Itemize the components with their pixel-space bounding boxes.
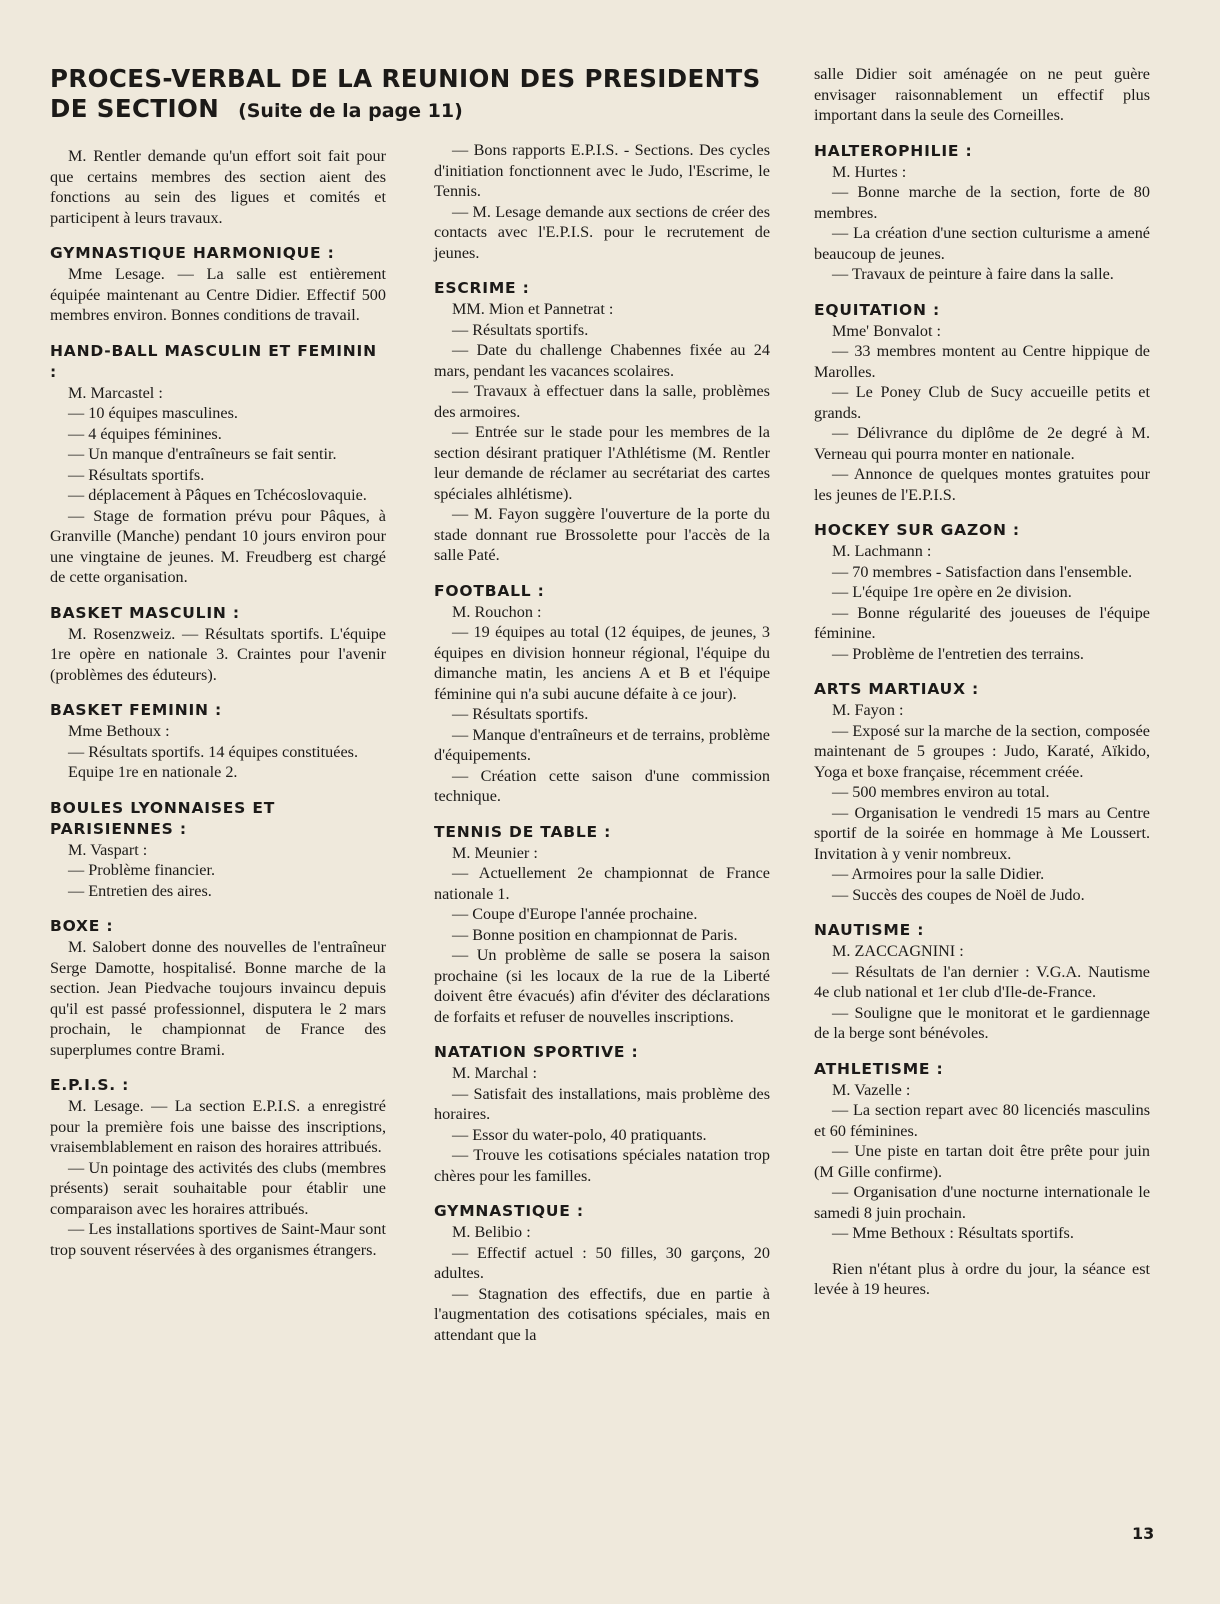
section-basket-feminin: BASKET FEMININ : Mme Bethoux : — Résultats sportifs. 14 équipes constituées. Equipe 1re en nationale 2.	[50, 700, 386, 783]
speaker: Mme' Bonvalot :	[832, 321, 942, 340]
section-heading: ARTS MARTIAUX :	[814, 680, 980, 698]
article-title	[50, 64, 770, 126]
intro-paragraph: M. Rentler demande qu'un effort soit fait pour que certains membres des section aient des fonctions au sein des ligues et comités et participent à leurs travaux.	[50, 147, 386, 227]
section-heading: BASKET MASCULIN :	[50, 603, 240, 622]
title-text: PROCES-VERBAL DE LA REUNION DES PRESIDENTS DE SECTION	[50, 64, 761, 123]
speaker: M. Hurtes :	[832, 162, 907, 181]
section-heading: BOULES LYONNAISES ET PARISIENNES :	[50, 798, 276, 838]
column-3	[814, 64, 1150, 1300]
speaker: M. Rouchon :	[452, 602, 542, 621]
section-heading: GYMNASTIQUE :	[434, 1202, 584, 1220]
gymnastique-continued: salle Didier soit aménagée on ne peut guère envisager raisonnablement un effectif plus important dans la seule des Corneilles.	[814, 65, 1150, 124]
section-heading: NATATION SPORTIVE :	[434, 1043, 639, 1061]
speaker: Mme Bethoux :	[68, 722, 170, 740]
section-heading: ESCRIME :	[434, 279, 530, 297]
section-boules: BOULES LYONNAISES ET PARISIENNES : M. Vaspart : — Problème financier. — Entretien des aires.	[50, 798, 386, 902]
section-heading: EQUITATION :	[814, 300, 940, 319]
section-epis: E.P.I.S. : M. Lesage. — La section E.P.I.S. a enregistré pour la première fois une baisse des inscriptions, vraisemblablement en raison des horaires attribués. — Un pointage des activités des clubs (membres présents) serait souhaitable pour établir une comparaison avec les horaires attribués. — Les installations sportives de Saint-Maur sont trop souvent réservées à des organismes étrangers.	[50, 1076, 386, 1259]
section-heading: HOCKEY SUR GAZON :	[814, 521, 1020, 539]
speaker: M. Belibio :	[452, 1223, 531, 1241]
section-arts-martiaux: ARTS MARTIAUX : M. Fayon : — Exposé sur la marche de la section, composée maintenant de 5 groupes : Judo, Karaté, Aïkido, Yoga et boxe française, récemment créée. — 500 membres environ au total. — Organisation le vendredi 15 mars au Centre sportif de la soirée en hommage à Me Loussert. Invitation à y venir nombreux. — Armoires pour la salle Didier. — Succès des coupes de Noël de Judo.	[814, 680, 1150, 904]
section-natation-sportive: NATATION SPORTIVE : M. Marchal : — Satisfait des installations, mais problème des horaires. — Essor du water-polo, 40 pratiquants. — Trouve les cotisations spéciales natation trop chères pour les familles.	[434, 1043, 770, 1185]
section-gymnastique-harmonique: GYMNASTIQUE HARMONIQUE : Mme Lesage. — La salle est entièrement équipée maintenant au Centre Didier. Effectif 500 membres environ. Bonnes conditions de travail.	[50, 244, 386, 324]
title-subtitle: (Suite de la page 11)	[238, 100, 463, 122]
section-heading: BOXE :	[50, 917, 114, 935]
section-halterophilie: HALTEROPHILIE : M. Hurtes : — Bonne marche de la section, forte de 80 membres. — La création d'une section culturisme a amené beaucoup de jeunes. — Travaux de peinture à faire dans la salle.	[814, 141, 1150, 283]
speaker: M. Lachmann :	[832, 542, 932, 560]
section-boxe: BOXE : M. Salobert donne des nouvelles de l'entraîneur Serge Damotte, hospitalisé. Bonne marche de la section. Jean Piedvache toujours invaincu depuis qu'il est passé professionnel, disputera le 2 mars prochain, le championnat de France des superplumes contre Brami.	[50, 917, 386, 1059]
section-heading: FOOTBALL :	[434, 581, 545, 600]
speaker: M. Marchal :	[452, 1064, 537, 1082]
section-heading: HAND-BALL MASCULIN ET FEMININ :	[50, 341, 377, 381]
speaker: M. ZACCAGNINI :	[832, 942, 964, 960]
section-heading: BASKET FEMININ :	[50, 701, 223, 719]
speaker: M. Vaspart :	[68, 840, 148, 859]
section-heading: NAUTISME :	[814, 921, 925, 939]
speaker: M. Fayon :	[832, 701, 904, 719]
speaker: M. Marcastel :	[68, 383, 163, 402]
closing-paragraph: Rien n'étant plus à ordre du jour, la séance est levée à 19 heures.	[814, 1259, 1150, 1298]
section-football: FOOTBALL : M. Rouchon : — 19 équipes au total (12 équipes, de jeunes, 3 équipes en division honneur régional, l'équipe du dimanche matin, les anciens A et B et l'équipe féminine qui n'a subi aucune défaite à ce jour). — Résultats sportifs. — Manque d'entraîneurs et de terrains, problème d'équipements. — Création cette saison d'une commission technique.	[434, 581, 770, 805]
speaker: M. Vazelle :	[832, 1080, 911, 1099]
section-heading: GYMNASTIQUE HARMONIQUE :	[50, 244, 335, 262]
section-heading: TENNIS DE TABLE :	[434, 822, 612, 841]
section-nautisme: NAUTISME : M. ZACCAGNINI : — Résultats de l'an dernier : V.G.A. Nautisme 4e club national et 1er club d'Ile-de-France. — Souligne que le monitorat et le gardiennage de la berge sont bénévoles.	[814, 921, 1150, 1042]
section-equitation: EQUITATION : Mme' Bonvalot : — 33 membres montent au Centre hippique de Marolles. — Le Poney Club de Sucy accueille petits et grands. — Délivrance du diplôme de 2e degré à M. Verneau qui pourra monter en nationale. — Annonce de quelques montes gratuites pour les jeunes de l'E.P.I.S.	[814, 300, 1150, 504]
section-heading: ATHLETISME :	[814, 1059, 944, 1078]
section-athletisme: ATHLETISME : M. Vazelle : — La section repart avec 80 licenciés masculins et 60 féminines. — Une piste en tartan doit être prête pour juin (M Gille confirme). — Organisation d'une nocturne internationale le samedi 8 juin prochain. — Mme Bethoux : Résultats sportifs.	[814, 1059, 1150, 1242]
speaker: MM. Mion et Pannetrat :	[452, 300, 614, 318]
column-2	[434, 140, 770, 1345]
section-basket-masculin: BASKET MASCULIN : M. Rosenzweiz. — Résultats sportifs. L'équipe 1re opère en nationale 3. Craintes pour l'avenir (problèmes des éduteurs).	[50, 603, 386, 684]
epis-continued: — Bons rapports E.P.I.S. - Sections. Des cycles d'initiation fonctionnent avec le Judo, l'Escrime, le Tennis. — M. Lesage demande aux sections de créer des contacts avec l'E.P.I.S. pour le recrutement de jeunes.	[434, 141, 770, 262]
section-escrime: ESCRIME : MM. Mion et Pannetrat : — Résultats sportifs. — Date du challenge Chabennes fixée au 24 mars, pendant les vacances scolaires. — Travaux à effectuer dans la salle, problèmes des armoires. — Entrée sur le stade pour les membres de la section désirant pratiquer l'Athlétisme (M. Rentler leur demande de réclamer au secrétariat des cartes spéciales alhlétisme). — M. Fayon suggère l'ouverture de la porte du stade donnant rue Brossolette pour l'accès de la salle Paté.	[434, 279, 770, 564]
page-number: 13	[1132, 1524, 1155, 1543]
section-tennis-de-table: TENNIS DE TABLE : M. Meunier : — Actuellement 2e championnat de France nationale 1. — Coupe d'Europe l'année prochaine. — Bonne position en championnat de Paris. — Un problème de salle se posera la saison prochaine (si les locaux de la rue de la Liberté doivent être évacués) afin d'éviter des déclarations de forfaits et refuser de nouvelles inscriptions.	[434, 822, 770, 1026]
section-gymnastique: GYMNASTIQUE : M. Belibio : — Effectif actuel : 50 filles, 30 garçons, 20 adultes. — Stagnation des effectifs, due en partie à l'augmentation des cotisations spéciales, mais en attendant que la	[434, 1202, 770, 1344]
section-heading: E.P.I.S. :	[50, 1076, 130, 1094]
section-hockey-sur-gazon: HOCKEY SUR GAZON : M. Lachmann : — 70 membres - Satisfaction dans l'ensemble. — L'équipe 1re opère en 2e division. — Bonne régularité des joueuses de l'équipe féminine. — Problème de l'entretien des terrains.	[814, 521, 1150, 663]
section-heading: HALTEROPHILIE :	[814, 141, 973, 160]
section-hand-ball: HAND-BALL MASCULIN ET FEMININ : M. Marcastel : — 10 équipes masculines. — 4 équipes féminines. — Un manque d'entraîneurs se fait sentir. — Résultats sportifs. — déplacement à Pâques en Tchécoslovaquie. — Stage de formation prévu pour Pâques, à Granville (Manche) pendant 10 jours environ pour une vingtaine de jeunes. M. Freudberg est chargé de cette organisation.	[50, 341, 386, 586]
speaker: M. Meunier :	[452, 843, 538, 862]
column-1	[50, 146, 386, 1260]
